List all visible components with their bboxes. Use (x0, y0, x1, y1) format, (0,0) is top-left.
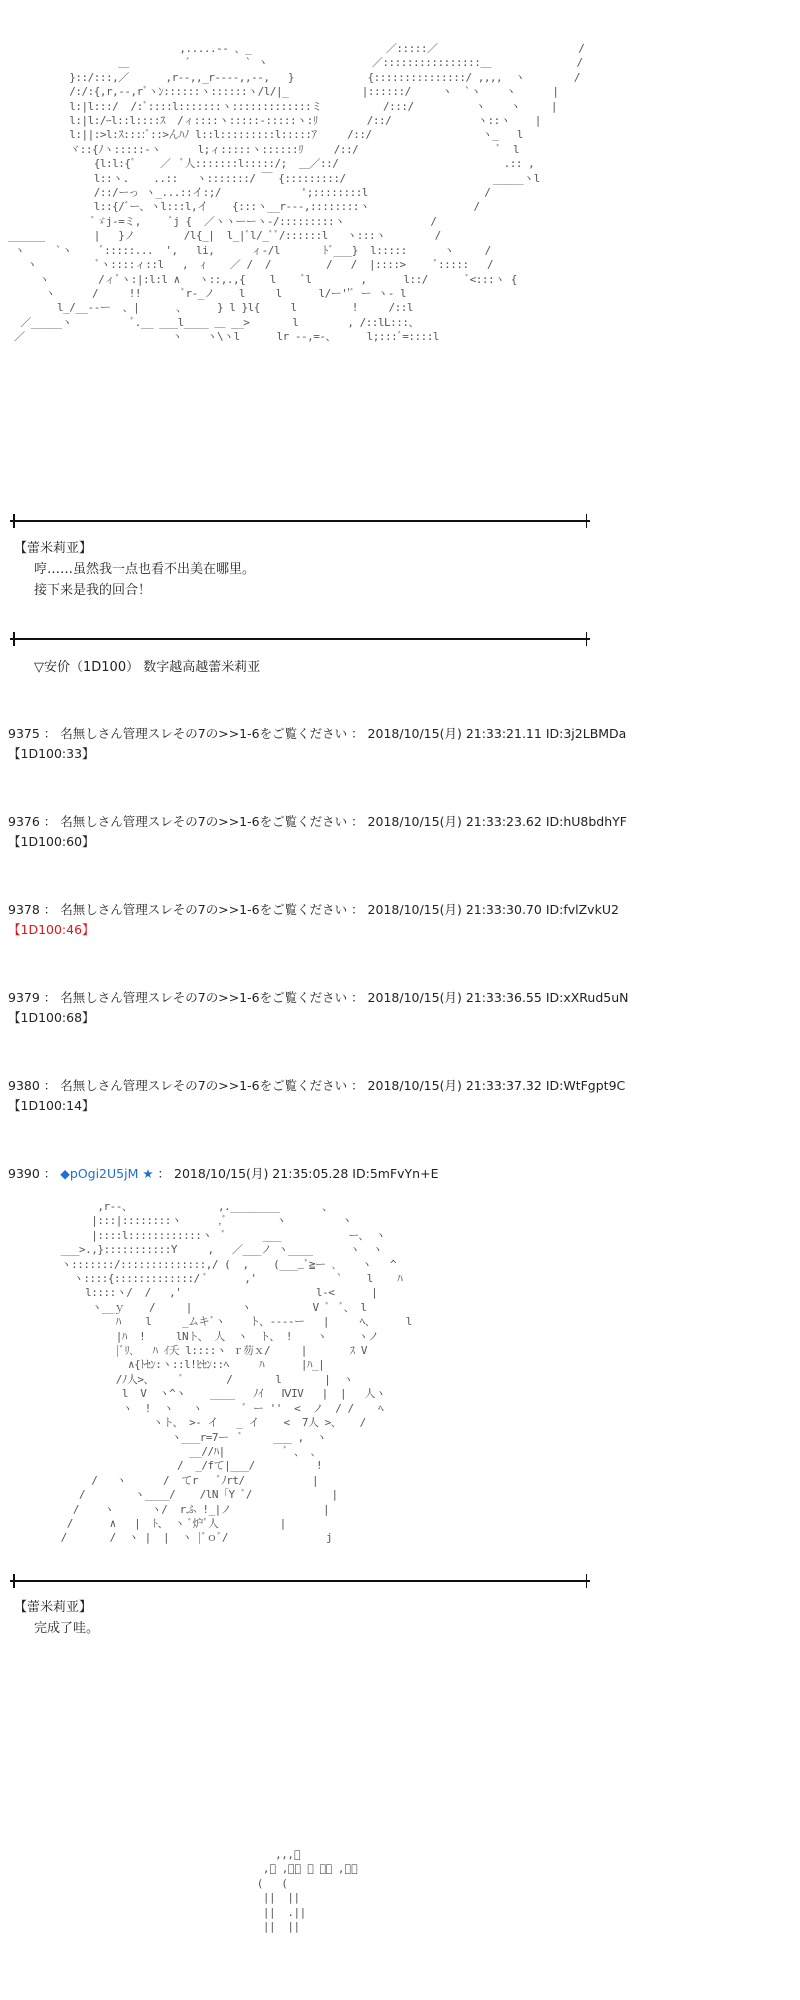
dice-roll: 【1D100:68】 (8, 1010, 95, 1025)
post-header: 9378 ： 名無しさん管理スレその7の>>1-6をご覧ください ： 2018/10/15(月) 21:33:30.70 ID:fvlZvkU2 (8, 902, 619, 917)
post-number: 9376 (8, 814, 40, 829)
dice-roll: 【1D100:14】 (8, 1098, 95, 1113)
op-post-header: 9390 ： ◆pOgi2U5jM ★ ： 2018/10/15(月) 21:35:05.28 ID:5mFvYn+E (8, 1166, 439, 1181)
dice-roll: 【1D100:33】 (8, 746, 95, 761)
post-header: 9380 ： 名無しさん管理スレその7の>>1-6をご覧ください ： 2018/10/15(月) 21:33:37.32 ID:WtFgpt9C (8, 1078, 626, 1093)
ascii-art-partial: ,,,ﾞ ,ﾞ ,／ﾞ ﾞ ､、 ,ﾞﾞ ( ( || || || .|| || || (256, 1848, 358, 1934)
post-id: ID:fvlZvkU2 (545, 902, 619, 917)
post-header: 9376 ： 名無しさん管理スレその7の>>1-6をご覧ください ： 2018/10/15(月) 21:33:23.62 ID:hU8bdhYF (8, 814, 627, 829)
separator-line (10, 514, 590, 528)
post-number: 9379 (8, 990, 40, 1005)
post-date: 2018/10/15(月) 21:33:36.55 (367, 990, 542, 1005)
vote-instruction: ▽安价（1D100） 数字越高越蕾米莉亚 (34, 660, 261, 675)
post-number: 9390 (8, 1166, 40, 1181)
post-number: 9380 (8, 1078, 40, 1093)
separator-line (10, 632, 590, 646)
post-name: 名無しさん管理スレその7の>>1-6をご覧ください (60, 1078, 348, 1093)
dialogue-line: 哼……虽然我一点也看不出美在哪里。 (34, 562, 256, 577)
post-id: ID:5mFvYn+E (352, 1166, 439, 1181)
post-number: 9375 (8, 726, 40, 741)
dialogue-line: 完成了哇。 (34, 1621, 100, 1636)
ascii-art-remilia-2: ,r‐‐、 ,.________ 、 |:::|::::::::ヽ ,ﾞ ヽ ヽ |::::l::::::::::::ヽ ﾞ ___ ー、 ヽ ___>.,}:::::::::::Y , ／___ノ ヽ____ ヽ ヽ ヽ:::::::/::::::::::::::,/ ( , (____ﾞ≧ー ､ ヽ ^ ヽ::::{:::::::::::::/ ﾞ ,' ` l ﾊ l::::ヽ/ / ,' l-< | ヽ__ｙ / | ヽ V ﾞ ﾞ、 l ﾊ l _ムキﾞヽ ト、----ー | ﾍ、 l |ﾊ ! lNト、 人 ヽ ト、 ! ヽ ヽノ |ﾞﾘ､ ﾊ ｲ夭 l::::ヽ ｒ芴ｘ/ | ｽ V ∧{ﾄｾﾝ:ヽ::l!ﾋｾﾝ::ﾍ ﾊ |ﾊ_| /ﾉ人>、 ﾞ / l | ヽ l V ヽ^ヽ ____ ﾉｲ ⅣIV | | 人ヽ ヽ ! ヽ ヽ ﾞ ー '' < ノ / / ﾍ ヽト、 >- イ _ イ < 7人 >、 / ヽ___r=7ー ﾞ ___ , ヽ __//ﾊ| ﾞ 、 、 / _/fて|___/ ! / ヽ / てr ﾞﾉrt/ | / ヽ____/ /lN「Y ﾞ/ | / ヽ ヽ/ rふ !_|ノ | / ∧ | ﾄ、 ヽ ﾞ炉ﾞ人 | / / ヽ | | ヽ |ﾞｏﾞ/ j (60, 1200, 412, 1545)
post-date: 2018/10/15(月) 21:33:37.32 (367, 1078, 542, 1093)
post-name: 名無しさん管理スレその7の>>1-6をご覧ください (60, 726, 348, 741)
post-date: 2018/10/15(月) 21:33:21.11 (367, 726, 542, 741)
dice-roll-highlight: 【1D100:46】 (8, 922, 95, 937)
ascii-art-remilia-1: ,.....-- 、_ ／:::::／ / ＿ ´ ` ヽ ／::::::::::::::::＿ / }::/:::,／ ,r‐-,,_r‐---,,--, } {:::::::::::::::/ ,,,, ヽ / /:/:{,r,--,rﾞヽﾝ::::::ヽ::::::ヽ/l/|_ |::::::/ ヽ `ヽ ヽ | l:|l:::/ /:ﾞ::::l:::::::ヽ:::::::::::::ミ /:::/ ヽ ヽ | l:|l:/ｰl::l::::ｽ /ィ::::ヽ:::::-:::::ヽ:ﾘ /::/ ヽ::ヽ | l:||:>l:ｽ::::ﾞ::>んﾊﾉ l::l:::::::::l:::::ｱ /::/ ヽ_ l ヾ::{ﾉヽ:::::-ヽ l;ィ:::::ヽ::::::ﾘ /::/ ﾞ l {l:l:{ﾞ ／ ﾞ人:::::::l:::::/; ＿／::/ .:: , l::ヽ. ..:: ヽ:::::::/ ￣ {:::::::::/ _____ヽl /::/ーっ ヽ_...::イ:;/ ';::::::::l / l::{/ﾞー、ヽl:::l,イ {:::ヽ__r---,::::::::ヽ / ﾞゞj-=ミ, ﾞj { ／ヽヽーーヽ-/:::::::::ヽ / ______ | }ノ /l{_| l_|ﾞl/_ﾞﾞ/::::::l ヽ:::ヽ / ヽ `ヽ ﾞ:::::... ', li, ィ-/l ﾄﾞ___} l::::: ヽ / ヽ ﾞヽ::::ィ::l , ｨ ／ / / / / |::::> ﾞ::::: / ヽ /ィﾞヽ:|:l:l ∧ ヽ::,.,{ l ﾞl , l::/ ﾞ<:::ヽ { ヽ / !! ﾞr-_ノ l l l/ー''ﾞ ー ヽ- l l_/__--ー 、| 、 } l }l{ l ! /::l ／_____ヽ ﾞ.__ ___l____ ＿ __> l , /::lL:::、 ／ ヽ ヽ\ヽl lr ‐-,=-、 l;:::ﾞ=::::l (8, 42, 585, 344)
trip-link[interactable]: ◆pOgi2U5jM ★ (60, 1166, 154, 1181)
post-date: 2018/10/15(月) 21:33:30.70 (367, 902, 542, 917)
separator-line (10, 1574, 590, 1588)
post-id: ID:xXRud5uN (545, 990, 629, 1005)
dice-roll: 【1D100:60】 (8, 834, 95, 849)
post-id: ID:3j2LBMDa (545, 726, 627, 741)
post-name: 名無しさん管理スレその7の>>1-6をご覧ください (60, 990, 348, 1005)
post-header: 9379 ： 名無しさん管理スレその7の>>1-6をご覧ください ： 2018/10/15(月) 21:33:36.55 ID:xXRud5uN (8, 990, 629, 1005)
speaker-name: 【蕾米莉亚】 (14, 1600, 93, 1615)
speaker-name: 【蕾米莉亚】 (14, 541, 93, 556)
post-number: 9378 (8, 902, 40, 917)
post-date: 2018/10/15(月) 21:33:23.62 (367, 814, 542, 829)
post-id: ID:WtFgpt9C (545, 1078, 626, 1093)
post-id: ID:hU8bdhYF (545, 814, 627, 829)
post-date: 2018/10/15(月) 21:35:05.28 (174, 1166, 349, 1181)
post-name: 名無しさん管理スレその7の>>1-6をご覧ください (60, 814, 348, 829)
post-name: 名無しさん管理スレその7の>>1-6をご覧ください (60, 902, 348, 917)
post-header: 9375 ： 名無しさん管理スレその7の>>1-6をご覧ください ： 2018/10/15(月) 21:33:21.11 ID:3j2LBMDa (8, 726, 627, 741)
dialogue-line: 接下来是我的回合！ (34, 583, 152, 598)
